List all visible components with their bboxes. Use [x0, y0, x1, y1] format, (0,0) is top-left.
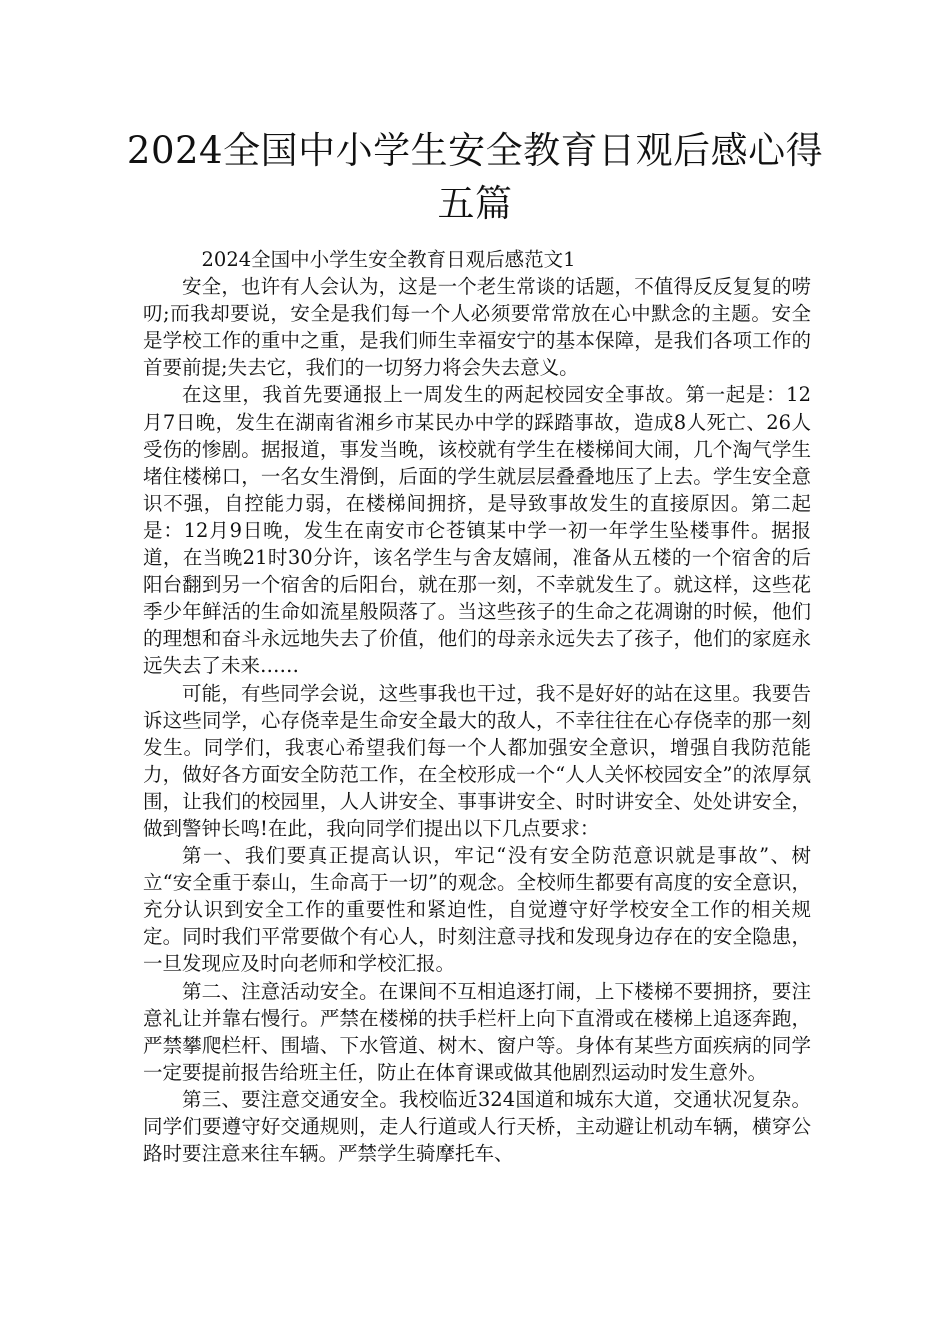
- document-title-line-1: 2024全国中小学生安全教育日观后感心得: [126, 129, 824, 172]
- paragraph: 在这里，我首先要通报上一周发生的两起校园安全事故。第一起是：12月7日晚，发生在湖南省湘乡市某民办中学的踩踏事故，造成8人死亡、26人受伤的惨剧。据报道，事发当晚，该校就有学生在楼梯间大闹，几个淘气学生堵住楼梯口，一名女生滑倒，后面的学生就层层叠叠地压了上去。学生安全意识不强，自控能力弱，在楼梯间拥挤，是导致事故发生的直接原因。第二起是：12月9日晚，发生在南安市仑苍镇某中学一初一年学生坠楼事件。据报道，在当晚21时30分许，该名学生与舍友嬉闹，准备从五楼的一个宿舍的后阳台翻到另一个宿舍的后阳台，就在那一刻，不幸就发生了。就这样，这些花季少年鲜活的生命如流星般陨落了。当这些孩子的生命之花凋谢的时候，他们的理想和奋斗永远地失去了价值，他们的母亲永远失去了孩子，他们的家庭永远失去了未来……: [143, 383, 811, 678]
- paragraph: 第二、注意活动安全。在课间不互相追逐打闹，上下楼梯不要拥挤，要注意礼让并靠右慢行。严禁在楼梯的扶手栏杆上向下直滑或在楼梯上追逐奔跑，严禁攀爬栏杆、围墙、下水管道、树木、窗户等。身体有某些方面疾病的同学一定要提前报告给班主任，防止在体育课或做其他剧烈运动时发生意外。: [143, 979, 811, 1084]
- paragraph: 安全，也许有人会认为，这是一个老生常谈的话题，不值得反反复复的唠叨;而我却要说，安全是我们每一个人必须要常常放在心中默念的主题。安全是学校工作的重中之重，是我们师生幸福安宁的基本保障，是我们各项工作的首要前提;失去它，我们的一切努力将会失去意义。: [143, 275, 811, 380]
- paragraph: 第三、要注意交通安全。我校临近324国道和城东大道，交通状况复杂。同学们要遵守好交通规则，走人行道或人行天桥，主动避让机动车辆，横穿公路时要注意来往车辆。严禁学生骑摩托车、: [143, 1087, 811, 1166]
- document-body: [143, 246, 811, 1167]
- paragraph: 第一、我们要真正提高认识，牢记“没有安全防范意识就是事故”、树立“安全重于泰山，生命高于一切”的观念。全校师生都要有高度的安全意识，充分认识到安全工作的重要性和紧迫性，自觉遵守好学校安全工作的相关规定。同时我们平常要做个有心人，时刻注意寻找和发现身边存在的安全隐患，一旦发现应及时向老师和学校汇报。: [143, 844, 811, 976]
- paragraph: 可能，有些同学会说，这些事我也干过，我不是好好的站在这里。我要告诉这些同学，心存侥幸是生命安全最大的敌人，不幸往往在心存侥幸的那一刻发生。同学们，我衷心希望我们每一个人都加强安全意识，增强自我防范能力，做好各方面安全防范工作，在全校形成一个“人人关怀校园安全”的浓厚氛围，让我们的校园里，人人讲安全、事事讲安全、时时讲安全、处处讲安全，做到警钟长鸣!在此，我向同学们提出以下几点要求：: [143, 681, 811, 840]
- document-title-line-2: 五篇: [437, 182, 513, 225]
- section-subtitle: 2024全国中小学生安全教育日观后感范文1: [201, 248, 576, 271]
- document-title: [100, 124, 850, 230]
